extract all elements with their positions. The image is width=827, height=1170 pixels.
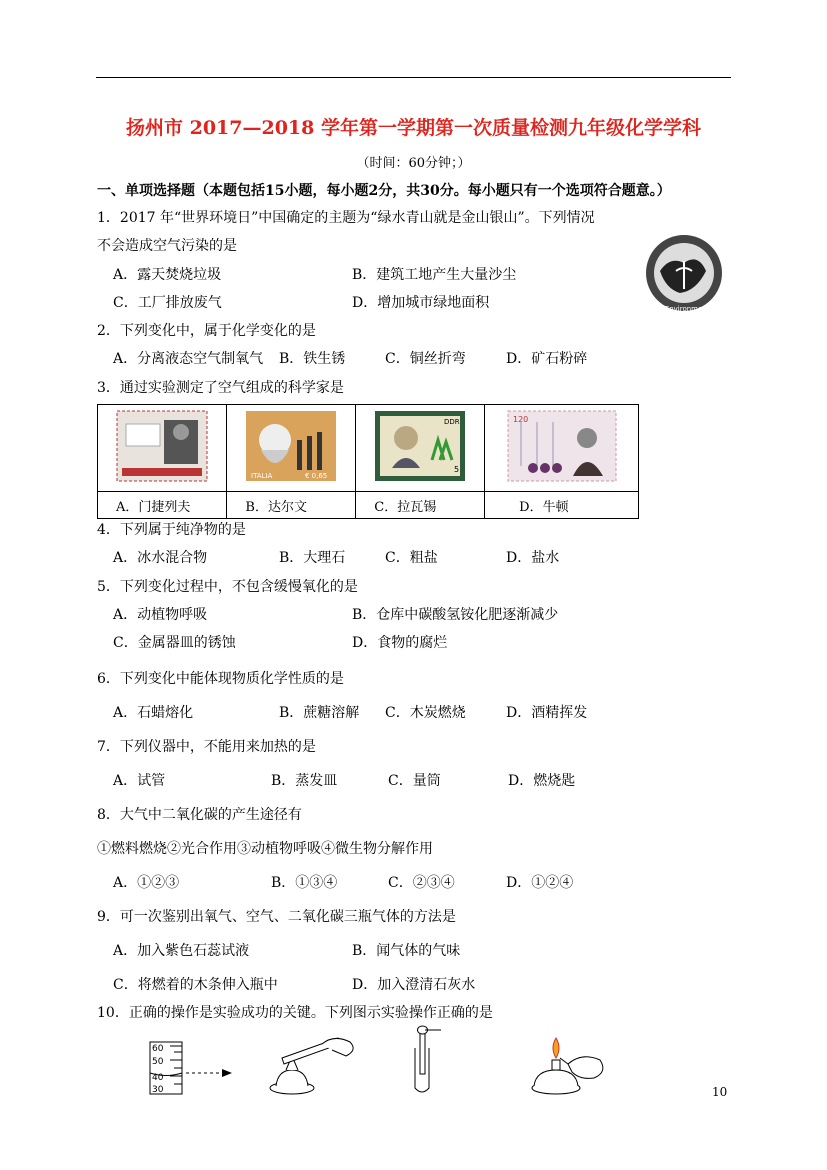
q7-option-c: C．量筒 [388,773,441,789]
q6-option-d: D．酒精挥发 [506,705,588,721]
q2-option-a: A．分离液态空气制氧气 [113,351,264,367]
svg-text:40: 40 [152,1073,164,1083]
q2-option-d: D．矿石粉碎 [506,351,588,367]
q3-option-b: B．达尔文 [227,492,356,519]
stamp-mendeleev [98,405,227,492]
section-heading: 一、单项选择题（本题包括15小题，每小题2分，共30分。每小题只有一个选项符合题意。） [97,183,671,199]
world-environment-day-logo [640,231,728,315]
svg-text:DDR: DDR [444,418,460,426]
header-rule [96,77,731,78]
scientist-table [97,404,639,519]
graduated-cylinder-reading-figure [146,1040,236,1096]
exam-time: （时间：60分钟；） [356,156,471,171]
q9-option-a: A．加入紫色石蕊试液 [113,943,250,959]
q2-option-c: C．铜丝折弯 [385,351,466,367]
stamp-lavoisier [356,405,485,492]
dropper-test-tube-figure [405,1024,455,1096]
svg-text:5: 5 [454,465,460,474]
q3-option-a: A．门捷列夫 [98,492,227,519]
q9-stem: 9．可一次鉴别出氧气、空气、二氧化碳三瓶气体的方法是 [97,909,456,925]
q6-option-c: C．木炭燃烧 [385,705,466,721]
q8-option-c: C．②③④ [388,875,455,891]
q4-option-d: D．盐水 [506,550,560,566]
exam-title: 扬州市 2017—2018 学年第一学期第一次质量检测九年级化学学科 [126,117,701,139]
q10-stem: 10．正确的操作是实验成功的关键。下列图示实验操作正确的是 [97,1005,493,1021]
q5-stem: 5．下列变化过程中，不包含缓慢氧化的是 [97,579,358,595]
q3-option-c: C．拉瓦锡 [356,492,485,519]
q6-option-b: B．蔗糖溶解 [279,705,360,721]
q6-stem: 6．下列变化中能体现物质化学性质的是 [97,671,344,687]
q1-option-d: D．增加城市绿地面积 [352,295,490,311]
svg-text:50: 50 [152,1057,164,1067]
svg-text:World Environment Day: World Environment Day [642,305,726,313]
q3-option-d: D．牛顿 [485,492,639,519]
q4-option-a: A．冰水混合物 [113,550,208,566]
q7-option-a: A．试管 [113,773,166,789]
q4-option-b: B．大理石 [279,550,346,566]
q9-option-c: C．将燃着的木条伸入瓶中 [113,977,278,993]
svg-text:ITALIA: ITALIA [251,472,273,480]
q6-option-a: A．石蜡熔化 [113,705,194,721]
q1-stem-1: 1．2017 年“世界环境日”中国确定的主题为“绿水青山就是金山银山”。下列情况 [97,210,595,226]
q1-stem-2: 不会造成空气污染的是 [97,238,237,254]
svg-text:120: 120 [512,415,528,424]
q8-list: ①燃料燃烧②光合作用③动植物呼吸④微生物分解作用 [97,841,433,857]
q9-option-d: D．加入澄清石灰水 [352,977,476,993]
q4-option-c: C．粗盐 [385,550,438,566]
q5-option-c: C．金属器皿的锈蚀 [113,635,236,651]
q2-option-b: B．铁生锈 [279,351,346,367]
q3-stem: 3．通过实验测定了空气组成的科学家是 [97,380,344,396]
q5-option-a: A．动植物呼吸 [113,607,208,623]
q8-stem: 8．大气中二氧化碳的产生途径有 [97,807,302,823]
svg-text:€ 0,65: € 0,65 [305,472,328,480]
q5-option-d: D．食物的腐烂 [352,635,448,651]
q4-stem: 4．下列属于纯净物的是 [97,522,246,538]
q7-option-b: B．蒸发皿 [271,773,338,789]
q7-stem: 7．下列仪器中，不能用来加热的是 [97,739,316,755]
q9-option-b: B．闻气体的气味 [352,943,461,959]
alcohol-lamp-lighting-figure [516,1030,616,1096]
page-number: 10 [712,1085,728,1099]
svg-text:60: 60 [152,1044,164,1054]
svg-text:30: 30 [152,1085,164,1095]
q5-option-b: B．仓库中碳酸氢铵化肥逐渐减少 [352,607,559,623]
q2-stem: 2．下列变化中，属于化学变化的是 [97,323,316,339]
q1-option-c: C．工厂排放废气 [113,295,222,311]
q8-option-b: B．①③④ [271,875,338,891]
q8-option-a: A．①②③ [113,875,180,891]
q8-option-d: D．①②④ [506,875,574,891]
q7-option-d: D．燃烧匙 [508,773,576,789]
q1-option-b: B．建筑工地产生大量沙尘 [352,267,517,283]
stamp-newton [485,405,639,492]
stamp-darwin [227,405,356,492]
test-tube-heating-figure [262,1030,362,1096]
q1-option-a: A．露天焚烧垃圾 [113,267,222,283]
